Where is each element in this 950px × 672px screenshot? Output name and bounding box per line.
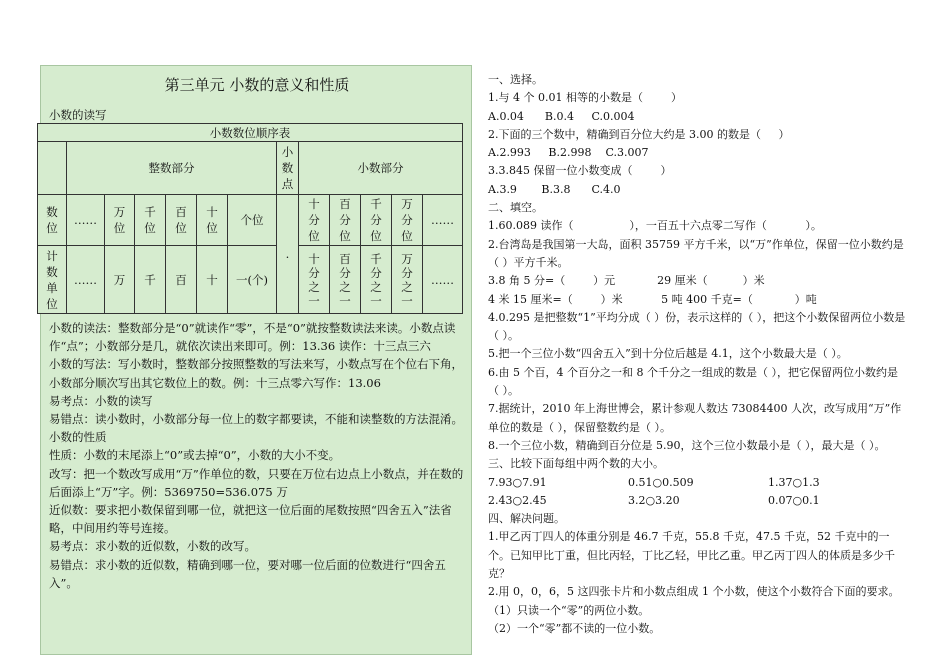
unit-title: 第三单元 小数的意义和性质 bbox=[164, 76, 350, 94]
question: 1.60.089 读作（ ），一百五十六点零二写作（ ）。 bbox=[488, 219, 822, 233]
section-heading: 小数的读写 bbox=[49, 108, 107, 122]
table-caption: 小数数位顺序表 bbox=[38, 124, 463, 142]
compare-item: 2.43○2.45 bbox=[488, 493, 547, 507]
question: 3.3.845 保留一位小数变成（ ） bbox=[488, 164, 672, 178]
question: 4.0.295 是把整数“1”平均分成（ ）份，表示这样的（ ），把这个小数保留两位小数是（ ）。 bbox=[488, 310, 906, 343]
sub-question: （1）只读一个“零”的两位小数。 bbox=[488, 603, 650, 617]
question: 3.8 角 5 分=（ ）元 29 厘米（ ）米 bbox=[488, 274, 765, 288]
section-heading: 一、选择。 bbox=[488, 73, 543, 86]
compare-row bbox=[488, 474, 908, 492]
question: 1.与 4 个 0.01 相等的小数是（ ） bbox=[488, 91, 682, 105]
question: 7.据统计，2010 年上海世博会，累计参观人数达 73084400 人次，改写成用“万”作单位的数是（ ），保留整数约是（ ）。 bbox=[488, 402, 902, 434]
decimal-point-header: 小 数 点 bbox=[277, 142, 299, 195]
note-paragraph: 近似数：要求把小数保留到哪一位，就把这一位后面的尾数按照“四舍五入”法省略，中间用约等号连接。 bbox=[49, 503, 452, 536]
unit-cell: …… bbox=[67, 246, 105, 314]
exercise-column bbox=[488, 71, 908, 638]
place-cell: 千 位 bbox=[135, 195, 166, 246]
place-cell: …… bbox=[423, 195, 463, 246]
compare-item: 1.37○1.3 bbox=[768, 475, 820, 489]
note-paragraph: 易考点：求小数的近似数，小数的改写。 bbox=[49, 539, 256, 554]
knowledge-panel bbox=[40, 65, 472, 655]
place-cell: 个位 bbox=[228, 195, 277, 246]
note-paragraph: 小数的读法：整数部分是“0”就读作“零”，不是“0”就按整数读法来读。小数点读作“点”；小数部分是几，就依次读出来即可。例：13.36 读作：十三点三六 bbox=[49, 321, 456, 354]
unit-cell: 十 分 之 一 bbox=[299, 246, 330, 314]
notes bbox=[49, 319, 467, 592]
unit-cell: 十 bbox=[197, 246, 228, 314]
place-cell: 千 分 位 bbox=[361, 195, 392, 246]
note-paragraph: 小数的写法：写小数时，整数部分按照整数的写法来写，小数点写在个位右下角，小数部分顺次写出其它数位上的数。例：十三点零六写作：13.06 bbox=[49, 357, 463, 390]
question: 2.用 0，0，6，5 这四张卡片和小数点组成 1 个小数，使这个小数符合下面的要求。 bbox=[488, 585, 900, 599]
section-heading: 三、比较下面每组中两个数的大小。 bbox=[488, 457, 664, 471]
question: 5.把一个三位小数“四舍五入”到十分位后越是 4.1，这个小数最大是（ ）。 bbox=[488, 347, 848, 361]
row-label: 计 数 单 位 bbox=[38, 246, 67, 314]
question: 2.台湾岛是我国第一大岛，面积 35759 平方千米，以“万”作单位，保留一位小数约是（ ）平方千米。 bbox=[488, 237, 904, 269]
unit-cell: 千 bbox=[135, 246, 166, 314]
question: 6.由 5 个百，4 个百分之一和 8 个千分之一组成的数是（ ），把它保留两位小数约是（ ）。 bbox=[488, 365, 898, 398]
place-cell: …… bbox=[67, 195, 105, 246]
place-cell: 百 分 位 bbox=[330, 195, 361, 246]
note-paragraph: 易错点：求小数的近似数，精确到哪一位，要对哪一位后面的位数进行“四舍五入”。 bbox=[49, 557, 446, 590]
options: A.0.04 B.0.4 C.0.004 bbox=[488, 109, 635, 123]
question: 1.甲乙丙丁四人的体重分别是 46.7 千克，55.8 千克，47.5 千克，52 千克中的一个。已知甲比丁重，但比丙轻，丁比乙轻，甲比乙重。甲乙丙丁四人的体质是多少千克？ bbox=[488, 530, 895, 581]
question: 4 米 15 厘米=（ ）米 5 吨 400 千克=（ ）吨 bbox=[488, 292, 817, 306]
compare-item: 3.2○3.20 bbox=[628, 493, 680, 507]
compare-item: 0.07○0.1 bbox=[768, 493, 820, 507]
section-heading: 四、解决问题。 bbox=[488, 512, 565, 526]
question: 2.下面的三个数中，精确到百分位大约是 3.00 的数是（ ） bbox=[488, 127, 790, 141]
place-cell: 十 位 bbox=[197, 195, 228, 246]
unit-cell: …… bbox=[423, 246, 463, 314]
section-heading: 二、填空。 bbox=[488, 201, 543, 215]
unit-cell: 一(个) bbox=[228, 246, 277, 314]
compare-row bbox=[488, 492, 908, 510]
place-cell: 百 位 bbox=[166, 195, 197, 246]
compare-item: 7.93○7.91 bbox=[488, 475, 547, 489]
decimal-point-cell: . bbox=[277, 195, 299, 314]
options: A.3.9 B.3.8 C.4.0 bbox=[488, 182, 621, 196]
note-paragraph: 改写：把一个数改写成用“万”作单位的数，只要在万位右边点上小数点，并在数的后面添上“万”字。例：5369750=536.075 万 bbox=[49, 466, 464, 499]
row-label: 数 位 bbox=[38, 195, 67, 246]
place-cell: 万 位 bbox=[105, 195, 135, 246]
unit-cell: 万 分 之 一 bbox=[392, 246, 423, 314]
options: A.2.993 B.2.998 C.3.007 bbox=[488, 146, 649, 160]
question: 8.一个三位小数，精确到百分位是 5.90，这个三位小数最小是（ ），最大是（ ）。 bbox=[488, 438, 886, 452]
note-paragraph: 易错点：读小数时，小数部分每一位上的数字都要读，不能和读整数的方法混淆。 bbox=[49, 412, 463, 427]
place-cell: 十 分 位 bbox=[299, 195, 330, 246]
note-paragraph: 易考点：小数的读写 bbox=[49, 393, 153, 408]
decimal-part-header: 小数部分 bbox=[299, 142, 463, 195]
integer-part-header: 整数部分 bbox=[67, 142, 277, 195]
place-cell: 万 分 位 bbox=[392, 195, 423, 246]
compare-item: 0.51○0.509 bbox=[628, 475, 694, 489]
note-paragraph: 性质：小数的末尾添上“0”或去掉“0”，小数的大小不变。 bbox=[49, 448, 341, 463]
place-value-table bbox=[37, 123, 463, 314]
unit-cell: 千 分 之 一 bbox=[361, 246, 392, 314]
unit-cell: 万 bbox=[105, 246, 135, 314]
unit-cell: 百 bbox=[166, 246, 197, 314]
note-heading: 小数的性质 bbox=[49, 430, 107, 445]
unit-cell: 百 分 之 一 bbox=[330, 246, 361, 314]
sub-question: （2）一个“零”都不读的一位小数。 bbox=[488, 621, 661, 635]
